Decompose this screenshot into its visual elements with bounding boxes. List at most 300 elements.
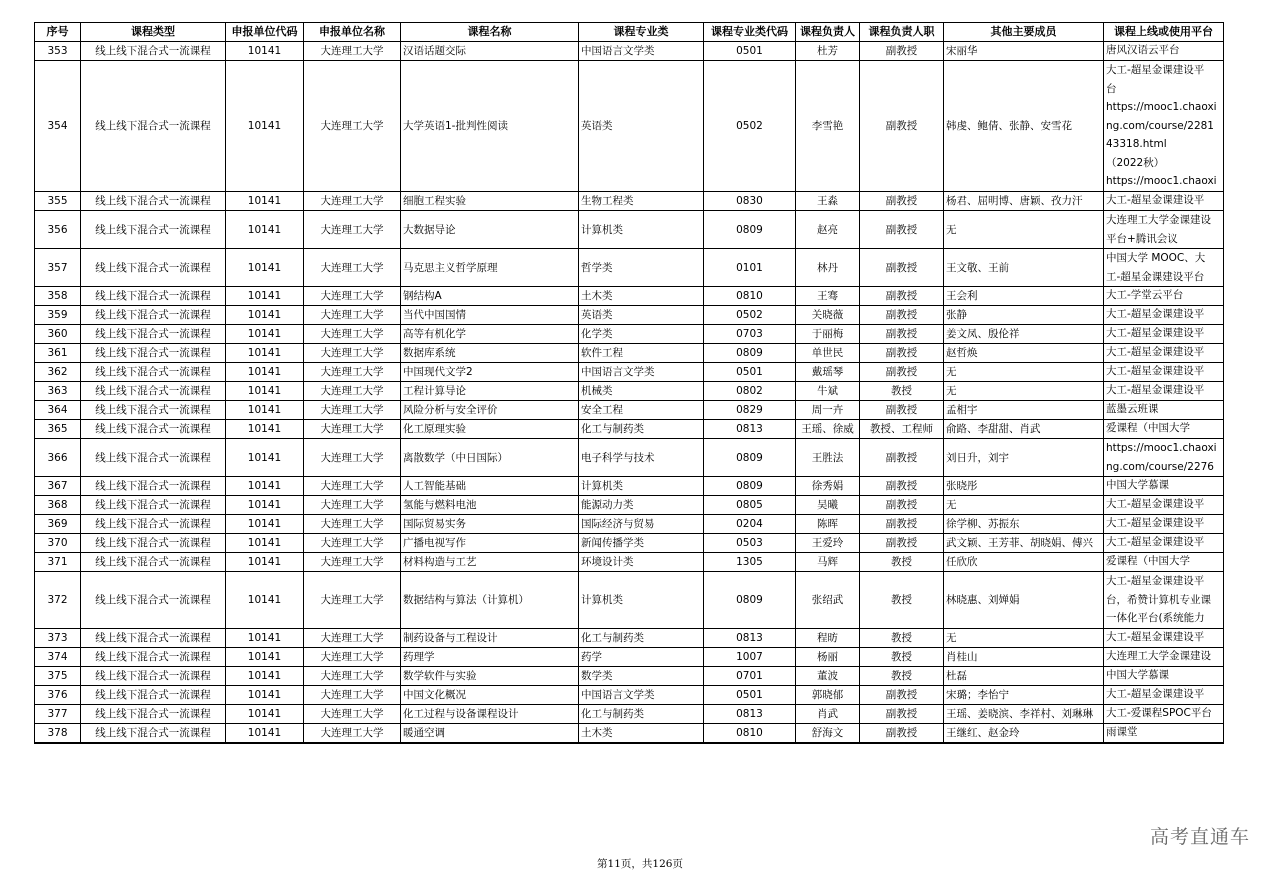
unit-code: 10141 [226, 724, 304, 744]
major-category: 机械类 [579, 382, 704, 401]
row-number: 357 [35, 249, 81, 287]
platform-line: 爱课程（中国大学 [1106, 555, 1190, 567]
course-name: 风险分析与安全评价 [401, 401, 579, 420]
platform-line: 大连理工大学金课建设 [1106, 214, 1211, 226]
unit-code: 10141 [226, 401, 304, 420]
platform-line: 大工-超星金课建设平 [1106, 631, 1205, 643]
leader-title: 副教授 [860, 477, 944, 496]
leader-title: 副教授 [860, 439, 944, 477]
leader-title: 副教授 [860, 211, 944, 249]
unit-name: 大连理工大学 [304, 344, 401, 363]
row-number: 378 [35, 724, 81, 744]
course-leader: 李雪艳 [796, 61, 860, 192]
major-code: 0813 [704, 705, 796, 724]
row-number: 359 [35, 306, 81, 325]
platform [1104, 667, 1224, 686]
unit-code: 10141 [226, 553, 304, 572]
leader-title: 副教授 [860, 401, 944, 420]
table-row [35, 553, 1224, 572]
table-row [35, 61, 1224, 192]
row-number: 355 [35, 192, 81, 211]
platform-line: 大工-超星金课建设平 [1106, 517, 1205, 529]
course-leader: 程昉 [796, 629, 860, 648]
unit-name: 大连理工大学 [304, 61, 401, 192]
table-row [35, 325, 1224, 344]
major-code: 0703 [704, 325, 796, 344]
major-code: 1305 [704, 553, 796, 572]
course-type: 线上线下混合式一流课程 [81, 667, 226, 686]
leader-title: 副教授 [860, 61, 944, 192]
course-leader: 杨丽 [796, 648, 860, 667]
unit-name: 大连理工大学 [304, 724, 401, 744]
unit-name: 大连理工大学 [304, 629, 401, 648]
other-members: 肖桂山 [944, 648, 1104, 667]
column-header: 课程负责人 [796, 23, 860, 42]
major-code: 1007 [704, 648, 796, 667]
major-code: 0829 [704, 401, 796, 420]
table-row [35, 534, 1224, 553]
unit-name: 大连理工大学 [304, 534, 401, 553]
unit-name: 大连理工大学 [304, 211, 401, 249]
other-members: 张晓彤 [944, 477, 1104, 496]
platform [1104, 344, 1224, 363]
leader-title: 副教授 [860, 287, 944, 306]
major-code: 0204 [704, 515, 796, 534]
course-name: 制药设备与工程设计 [401, 629, 579, 648]
row-number: 366 [35, 439, 81, 477]
major-category: 化学类 [579, 325, 704, 344]
other-members: 无 [944, 382, 1104, 401]
course-name: 暖通空调 [401, 724, 579, 744]
major-code: 0813 [704, 629, 796, 648]
platform [1104, 192, 1224, 211]
course-type: 线上线下混合式一流课程 [81, 401, 226, 420]
course-type: 线上线下混合式一流课程 [81, 420, 226, 439]
platform-line: 大连理工大学金课建设 [1106, 650, 1211, 662]
other-members: 杜磊 [944, 667, 1104, 686]
major-category: 土木类 [579, 287, 704, 306]
course-type: 线上线下混合式一流课程 [81, 515, 226, 534]
row-number: 360 [35, 325, 81, 344]
leader-title: 教授 [860, 572, 944, 629]
row-number: 367 [35, 477, 81, 496]
platform [1104, 515, 1224, 534]
page-number: 第11页，共126页 [597, 858, 683, 870]
major-category: 土木类 [579, 724, 704, 744]
platform-line: 平台+腾讯会议 [1106, 232, 1178, 245]
course-name: 中国现代文学2 [401, 363, 579, 382]
course-name: 化工过程与设备课程设计 [401, 705, 579, 724]
course-type: 线上线下混合式一流课程 [81, 553, 226, 572]
leader-title: 副教授 [860, 724, 944, 744]
course-leader: 于丽梅 [796, 325, 860, 344]
course-name: 材料构造与工艺 [401, 553, 579, 572]
table-row [35, 705, 1224, 724]
platform [1104, 249, 1224, 287]
platform [1104, 477, 1224, 496]
major-category: 生物工程类 [579, 192, 704, 211]
platform-line: 大工-学堂云平台 [1106, 289, 1184, 301]
major-category: 计算机类 [579, 572, 704, 629]
other-members: 无 [944, 363, 1104, 382]
course-name: 细胞工程实验 [401, 192, 579, 211]
other-members: 王会利 [944, 287, 1104, 306]
table-body [35, 42, 1224, 744]
unit-code: 10141 [226, 667, 304, 686]
unit-name: 大连理工大学 [304, 439, 401, 477]
leader-title: 副教授 [860, 42, 944, 61]
column-header: 课程类型 [81, 23, 226, 42]
unit-name: 大连理工大学 [304, 515, 401, 534]
table-row [35, 42, 1224, 61]
column-header: 其他主要成员 [944, 23, 1104, 42]
row-number: 371 [35, 553, 81, 572]
unit-name: 大连理工大学 [304, 192, 401, 211]
row-number: 368 [35, 496, 81, 515]
column-header: 课程上线或使用平台 [1104, 23, 1224, 42]
unit-code: 10141 [226, 211, 304, 249]
unit-code: 10141 [226, 325, 304, 344]
platform [1104, 439, 1224, 477]
major-code: 0830 [704, 192, 796, 211]
other-members: 武文颖、王芳菲、胡晓娟、傅兴 [944, 534, 1104, 553]
course-name: 高等有机化学 [401, 325, 579, 344]
leader-title: 副教授 [860, 249, 944, 287]
other-members: 王继红、赵金玲 [944, 724, 1104, 744]
course-type: 线上线下混合式一流课程 [81, 287, 226, 306]
major-category: 中国语言文学类 [579, 686, 704, 705]
platform [1104, 363, 1224, 382]
course-leader: 王胜法 [796, 439, 860, 477]
platform-line: 大工-爱课程SPOC平台 [1106, 707, 1212, 719]
platform [1104, 686, 1224, 705]
course-type: 线上线下混合式一流课程 [81, 344, 226, 363]
platform-line: 唐风汉语云平台 [1106, 44, 1180, 56]
other-members: 赵哲焕 [944, 344, 1104, 363]
unit-name: 大连理工大学 [304, 648, 401, 667]
unit-code: 10141 [226, 534, 304, 553]
course-type: 线上线下混合式一流课程 [81, 572, 226, 629]
unit-code: 10141 [226, 382, 304, 401]
platform-line: 大工-超星金课建设平 [1106, 384, 1205, 396]
unit-code: 10141 [226, 629, 304, 648]
course-leader: 单世民 [796, 344, 860, 363]
course-name: 离散数学（中日国际） [401, 439, 579, 477]
table-row [35, 629, 1224, 648]
leader-title: 教授 [860, 648, 944, 667]
other-members: 杨君、屈明博、唐颖、孜力汗 [944, 192, 1104, 211]
table-row [35, 192, 1224, 211]
platform-line: 中国大学慕课 [1106, 669, 1169, 681]
course-name: 化工原理实验 [401, 420, 579, 439]
major-category: 化工与制药类 [579, 420, 704, 439]
course-name: 人工智能基础 [401, 477, 579, 496]
unit-code: 10141 [226, 363, 304, 382]
major-category: 英语类 [579, 61, 704, 192]
major-code: 0802 [704, 382, 796, 401]
major-category: 中国语言文学类 [579, 42, 704, 61]
course-leader: 郭晓郁 [796, 686, 860, 705]
leader-title: 副教授 [860, 306, 944, 325]
unit-code: 10141 [226, 705, 304, 724]
other-members: 韩虔、鲍倩、张静、安雪花 [944, 61, 1104, 192]
course-type: 线上线下混合式一流课程 [81, 686, 226, 705]
other-members: 徐学柳、苏振东 [944, 515, 1104, 534]
major-code: 0502 [704, 61, 796, 192]
major-category: 数学类 [579, 667, 704, 686]
column-header: 序号 [35, 23, 81, 42]
major-category: 能源动力类 [579, 496, 704, 515]
course-name: 数据结构与算法（计算机） [401, 572, 579, 629]
major-category: 安全工程 [579, 401, 704, 420]
leader-title: 副教授 [860, 686, 944, 705]
course-name: 药理学 [401, 648, 579, 667]
unit-name: 大连理工大学 [304, 42, 401, 61]
course-leader: 王淼 [796, 192, 860, 211]
course-name: 大数据导论 [401, 211, 579, 249]
row-number: 361 [35, 344, 81, 363]
course-name: 大学英语1-批判性阅读 [401, 61, 579, 192]
platform-line: 大工-超星金课建设平 [1106, 365, 1205, 377]
table-row [35, 382, 1224, 401]
course-name: 氢能与燃料电池 [401, 496, 579, 515]
platform-line: 台，希赞计算机专业课 [1106, 593, 1211, 606]
table-row [35, 648, 1224, 667]
course-type: 线上线下混合式一流课程 [81, 211, 226, 249]
platform-line: 大工-超星金课建设平 [1106, 64, 1205, 76]
column-header: 课程名称 [401, 23, 579, 42]
other-members: 无 [944, 211, 1104, 249]
column-header: 课程专业类 [579, 23, 704, 42]
platform-line: 蓝墨云班课 [1106, 403, 1159, 415]
table-row [35, 686, 1224, 705]
course-type: 线上线下混合式一流课程 [81, 42, 226, 61]
leader-title: 副教授 [860, 363, 944, 382]
leader-title: 副教授 [860, 496, 944, 515]
platform [1104, 382, 1224, 401]
leader-title: 副教授 [860, 344, 944, 363]
platform-line: 大工-超星金课建设平 [1106, 575, 1205, 587]
table-row [35, 287, 1224, 306]
major-category: 软件工程 [579, 344, 704, 363]
course-type: 线上线下混合式一流课程 [81, 534, 226, 553]
major-code: 0810 [704, 287, 796, 306]
leader-title: 教授 [860, 382, 944, 401]
course-leader: 肖武 [796, 705, 860, 724]
course-name: 工程计算导论 [401, 382, 579, 401]
unit-code: 10141 [226, 420, 304, 439]
unit-name: 大连理工大学 [304, 401, 401, 420]
major-category: 化工与制药类 [579, 705, 704, 724]
unit-name: 大连理工大学 [304, 249, 401, 287]
major-category: 英语类 [579, 306, 704, 325]
course-leader: 张绍武 [796, 572, 860, 629]
major-code: 0501 [704, 686, 796, 705]
course-type: 线上线下混合式一流课程 [81, 382, 226, 401]
major-category: 中国语言文学类 [579, 363, 704, 382]
unit-code: 10141 [226, 42, 304, 61]
unit-name: 大连理工大学 [304, 420, 401, 439]
major-category: 环境设计类 [579, 553, 704, 572]
watermark: 高考直通车 [1149, 826, 1250, 848]
platform [1104, 211, 1224, 249]
platform [1104, 534, 1224, 553]
other-members: 王瑶、姜晓滨、李祥村、刘琳琳 [944, 705, 1104, 724]
course-leader: 戴瑶琴 [796, 363, 860, 382]
course-name: 当代中国国情 [401, 306, 579, 325]
leader-title: 副教授 [860, 534, 944, 553]
leader-title: 教授 [860, 629, 944, 648]
platform [1104, 61, 1224, 192]
course-type: 线上线下混合式一流课程 [81, 724, 226, 744]
other-members: 孟相宇 [944, 401, 1104, 420]
course-name: 广播电视写作 [401, 534, 579, 553]
unit-code: 10141 [226, 515, 304, 534]
platform-line: https://mooc1.chaoxi [1106, 442, 1217, 454]
platform-line: 大工-超星金课建设平 [1106, 498, 1205, 510]
platform [1104, 572, 1224, 629]
course-type: 线上线下混合式一流课程 [81, 192, 226, 211]
leader-title: 教授、工程师 [860, 420, 944, 439]
course-leader: 陈晖 [796, 515, 860, 534]
major-code: 0809 [704, 344, 796, 363]
course-name: 汉语话题交际 [401, 42, 579, 61]
major-code: 0503 [704, 534, 796, 553]
course-type: 线上线下混合式一流课程 [81, 61, 226, 192]
course-type: 线上线下混合式一流课程 [81, 705, 226, 724]
major-category: 计算机类 [579, 477, 704, 496]
major-code: 0809 [704, 439, 796, 477]
unit-name: 大连理工大学 [304, 572, 401, 629]
unit-name: 大连理工大学 [304, 686, 401, 705]
course-leader: 杜芳 [796, 42, 860, 61]
row-number: 353 [35, 42, 81, 61]
other-members: 俞路、李甜甜、肖武 [944, 420, 1104, 439]
platform-line: ng.com/course/2276 [1106, 460, 1214, 473]
platform-line: 大工-超星金课建设平 [1106, 346, 1205, 358]
leader-title: 副教授 [860, 705, 944, 724]
other-members: 无 [944, 496, 1104, 515]
course-type: 线上线下混合式一流课程 [81, 249, 226, 287]
platform [1104, 42, 1224, 61]
table-row [35, 496, 1224, 515]
major-code: 0809 [704, 572, 796, 629]
table-row [35, 420, 1224, 439]
row-number: 354 [35, 61, 81, 192]
course-type: 线上线下混合式一流课程 [81, 496, 226, 515]
platform-line: 大工-超星金课建设平 [1106, 308, 1205, 320]
platform [1104, 496, 1224, 515]
major-code: 0809 [704, 477, 796, 496]
row-number: 358 [35, 287, 81, 306]
row-number: 365 [35, 420, 81, 439]
table-row [35, 363, 1224, 382]
course-leader: 赵亮 [796, 211, 860, 249]
platform [1104, 629, 1224, 648]
course-leader: 牛斌 [796, 382, 860, 401]
platform [1104, 325, 1224, 344]
course-type: 线上线下混合式一流课程 [81, 325, 226, 344]
row-number: 375 [35, 667, 81, 686]
course-name: 中国文化概况 [401, 686, 579, 705]
course-type: 线上线下混合式一流课程 [81, 439, 226, 477]
table-row [35, 249, 1224, 287]
column-header: 课程负责人职 [860, 23, 944, 42]
platform-line: 中国大学 MOOC、大 [1106, 252, 1206, 264]
course-name: 数据库系统 [401, 344, 579, 363]
table-row [35, 306, 1224, 325]
platform-line: 43318.html [1106, 138, 1167, 150]
major-category: 电子科学与技术 [579, 439, 704, 477]
course-type: 线上线下混合式一流课程 [81, 306, 226, 325]
platform-line: 大工-超星金课建设平 [1106, 194, 1205, 206]
course-table [34, 22, 1224, 744]
unit-code: 10141 [226, 572, 304, 629]
row-number: 369 [35, 515, 81, 534]
other-members: 林晓惠、刘婵娟 [944, 572, 1104, 629]
platform-line: 大工-超星金课建设平 [1106, 688, 1205, 700]
unit-name: 大连理工大学 [304, 477, 401, 496]
course-leader: 关晓薇 [796, 306, 860, 325]
unit-code: 10141 [226, 61, 304, 192]
course-type: 线上线下混合式一流课程 [81, 629, 226, 648]
major-category: 化工与制药类 [579, 629, 704, 648]
unit-name: 大连理工大学 [304, 667, 401, 686]
other-members: 王文敬、王前 [944, 249, 1104, 287]
platform [1104, 648, 1224, 667]
course-leader: 林丹 [796, 249, 860, 287]
platform-line: https://mooc1.chaoxi [1106, 175, 1217, 187]
unit-name: 大连理工大学 [304, 287, 401, 306]
unit-code: 10141 [226, 686, 304, 705]
column-header: 申报单位名称 [304, 23, 401, 42]
platform-line: 雨课堂 [1106, 726, 1138, 738]
row-number: 372 [35, 572, 81, 629]
row-number: 370 [35, 534, 81, 553]
other-members: 刘日升，刘宇 [944, 439, 1104, 477]
column-header: 课程专业类代码 [704, 23, 796, 42]
other-members: 姜文凤、殷伦祥 [944, 325, 1104, 344]
major-code: 0813 [704, 420, 796, 439]
major-code: 0501 [704, 42, 796, 61]
other-members: 张静 [944, 306, 1104, 325]
major-category: 计算机类 [579, 211, 704, 249]
course-leader: 王爱玲 [796, 534, 860, 553]
course-leader: 周一卉 [796, 401, 860, 420]
course-name: 国际贸易实务 [401, 515, 579, 534]
table-row [35, 211, 1224, 249]
platform-line: 中国大学慕课 [1106, 479, 1169, 491]
unit-code: 10141 [226, 306, 304, 325]
platform [1104, 287, 1224, 306]
leader-title: 副教授 [860, 325, 944, 344]
row-number: 377 [35, 705, 81, 724]
unit-code: 10141 [226, 496, 304, 515]
other-members: 宋丽华 [944, 42, 1104, 61]
major-category: 哲学类 [579, 249, 704, 287]
major-code: 0701 [704, 667, 796, 686]
major-code: 0805 [704, 496, 796, 515]
table-row [35, 344, 1224, 363]
unit-code: 10141 [226, 249, 304, 287]
platform [1104, 306, 1224, 325]
platform-line: 大工-超星金课建设平 [1106, 327, 1205, 339]
leader-title: 教授 [860, 667, 944, 686]
course-name: 数学软件与实验 [401, 667, 579, 686]
unit-code: 10141 [226, 344, 304, 363]
table-row [35, 439, 1224, 477]
unit-name: 大连理工大学 [304, 705, 401, 724]
